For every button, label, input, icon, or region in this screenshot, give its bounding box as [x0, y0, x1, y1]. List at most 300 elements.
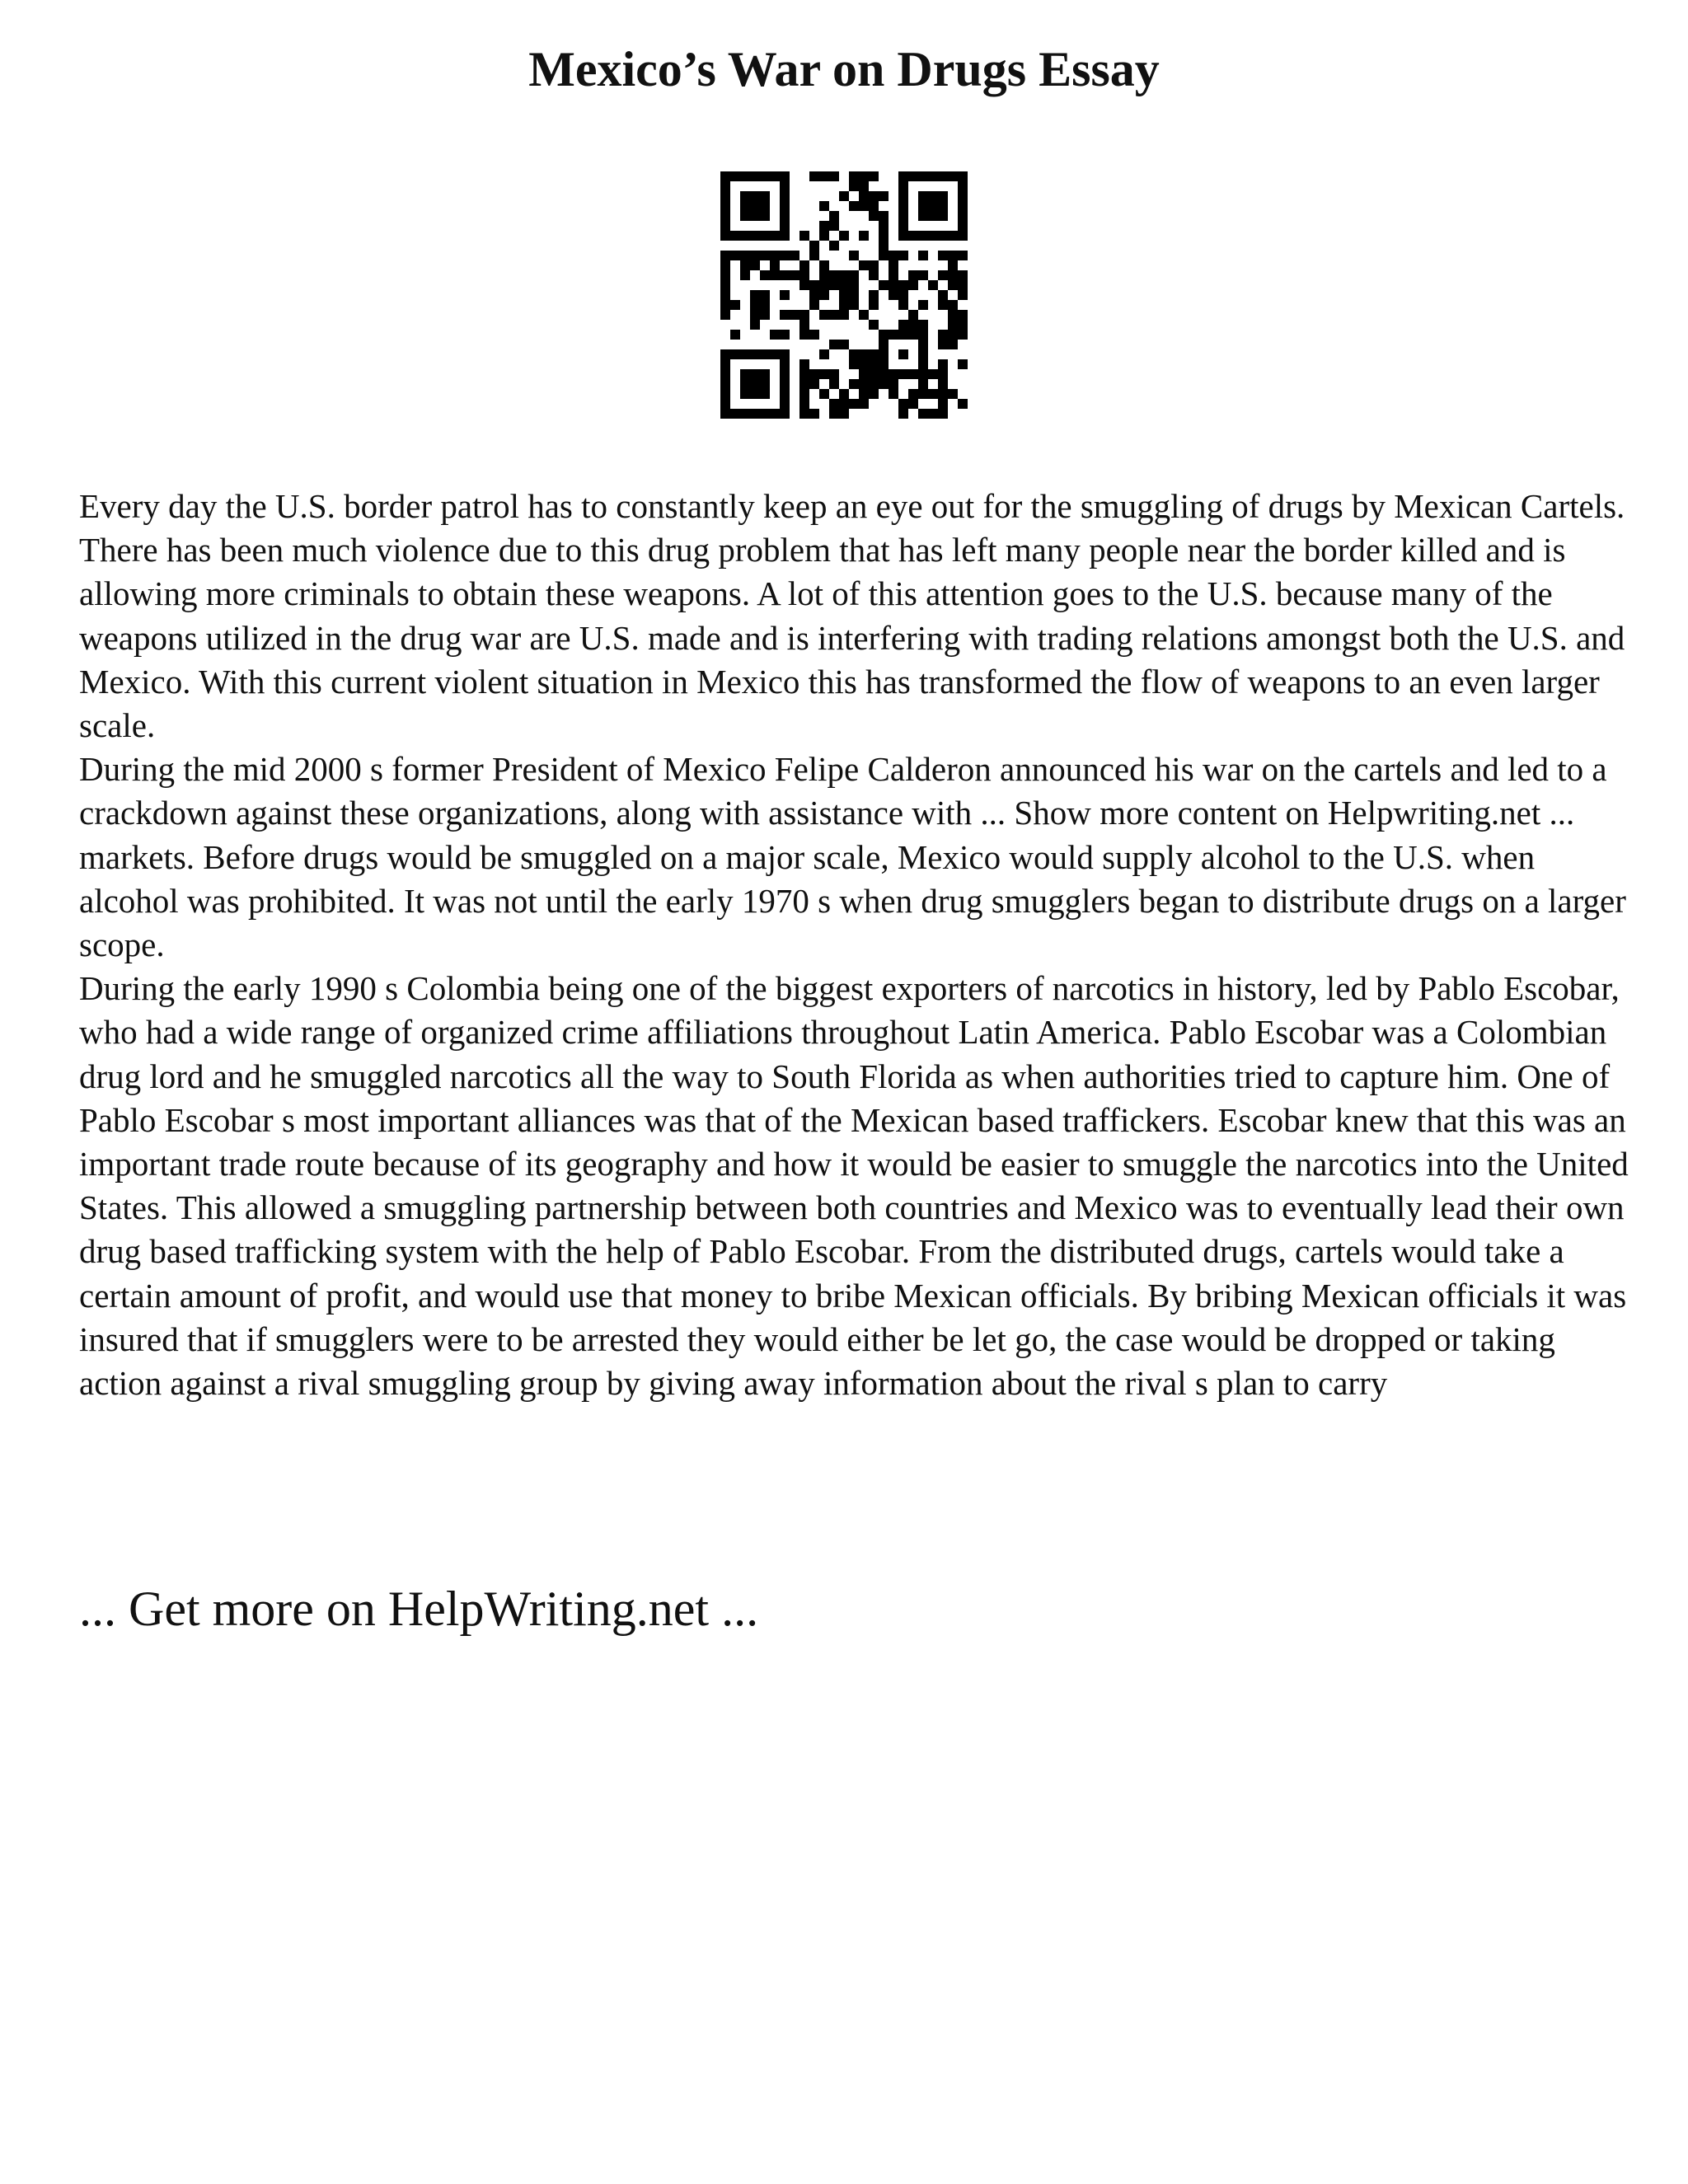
qr-module — [740, 260, 750, 270]
qr-module — [938, 171, 948, 181]
qr-module — [908, 171, 918, 181]
qr-module — [928, 409, 938, 419]
qr-module — [740, 231, 750, 241]
qr-module — [720, 310, 730, 320]
qr-module — [869, 359, 879, 369]
qr-module — [938, 251, 948, 260]
qr-module — [819, 270, 829, 280]
qr-module — [720, 290, 730, 300]
qr-module — [879, 369, 889, 379]
qr-module — [720, 171, 730, 181]
qr-module — [849, 399, 859, 409]
qr-module — [799, 409, 809, 419]
qr-module — [918, 201, 928, 211]
qr-module — [898, 221, 908, 231]
qr-module — [809, 369, 819, 379]
qr-module — [760, 369, 770, 379]
qr-module — [780, 310, 790, 320]
qr-module — [948, 280, 958, 290]
qr-module — [829, 171, 839, 181]
qr-module — [730, 171, 740, 181]
qr-module — [869, 201, 879, 211]
qr-module — [918, 359, 928, 369]
qr-module — [750, 349, 760, 359]
qr-module — [938, 369, 948, 379]
qr-module — [829, 280, 839, 290]
qr-module — [740, 379, 750, 389]
qr-module — [869, 389, 879, 399]
qr-module — [879, 280, 889, 290]
qr-module — [879, 379, 889, 389]
qr-module — [948, 231, 958, 241]
qr-module — [799, 231, 809, 241]
qr-module — [869, 349, 879, 359]
qr-module — [760, 409, 770, 419]
qr-module — [760, 290, 770, 300]
qr-module — [760, 389, 770, 399]
qr-module — [760, 310, 770, 320]
qr-module — [879, 349, 889, 359]
qr-module — [829, 310, 839, 320]
qr-module — [720, 251, 730, 260]
qr-module — [869, 290, 879, 300]
qr-module — [730, 300, 740, 310]
qr-module — [849, 280, 859, 290]
qr-module — [839, 340, 849, 349]
qr-module — [819, 231, 829, 241]
qr-module — [938, 231, 948, 241]
paragraph-3: markets. Before drugs would be smuggled on a major scale, Mexico would supply alcohol to the U.S. when alcohol was prohibited. It was not until the early 1970 s when drug smugglers began to distribute drugs on a larger scope. — [79, 837, 1626, 964]
qr-module — [720, 231, 730, 241]
qr-module — [770, 409, 780, 419]
qr-module — [809, 379, 819, 389]
qr-module — [898, 231, 908, 241]
qr-module — [898, 300, 908, 310]
qr-module — [879, 221, 889, 231]
qr-module — [819, 171, 829, 181]
qr-module — [928, 231, 938, 241]
qr-module — [799, 359, 809, 369]
qr-module — [819, 389, 829, 399]
qr-module — [730, 251, 740, 260]
qr-module — [918, 171, 928, 181]
qr-module — [898, 290, 908, 300]
qr-module — [849, 379, 859, 389]
qr-module — [859, 379, 869, 389]
qr-module — [760, 300, 770, 310]
qr-module — [869, 260, 879, 270]
qr-module — [799, 280, 809, 290]
qr-module — [730, 409, 740, 419]
qr-module — [750, 389, 760, 399]
qr-module — [948, 251, 958, 260]
qr-module — [849, 290, 859, 300]
essay-body — [79, 485, 1629, 1405]
qr-module — [740, 201, 750, 211]
qr-module — [869, 379, 879, 389]
qr-module — [918, 270, 928, 280]
qr-module — [889, 251, 898, 260]
qr-module — [760, 231, 770, 241]
qr-module — [958, 280, 968, 290]
qr-module — [809, 290, 819, 300]
qr-module — [819, 280, 829, 290]
qr-module — [908, 280, 918, 290]
qr-module — [859, 201, 869, 211]
qr-module — [948, 340, 958, 349]
qr-module — [898, 171, 908, 181]
qr-module — [780, 171, 790, 181]
qr-module — [790, 310, 799, 320]
qr-module — [879, 241, 889, 251]
qr-module — [948, 320, 958, 330]
qr-module — [859, 349, 869, 359]
qr-module — [938, 290, 948, 300]
qr-module — [869, 270, 879, 280]
qr-module — [958, 270, 968, 280]
qr-module — [918, 379, 928, 389]
qr-module — [918, 330, 928, 340]
qr-module — [819, 349, 829, 359]
qr-module — [948, 310, 958, 320]
qr-module — [780, 399, 790, 409]
qr-module — [720, 280, 730, 290]
qr-module — [720, 409, 730, 419]
qr-module — [869, 369, 879, 379]
qr-module — [750, 260, 760, 270]
qr-module — [770, 330, 780, 340]
qr-module — [770, 260, 780, 270]
qr-module — [819, 221, 829, 231]
qr-module — [879, 211, 889, 221]
qr-module — [908, 369, 918, 379]
qr-module — [720, 379, 730, 389]
qr-module — [780, 369, 790, 379]
qr-module — [780, 221, 790, 231]
qr-module — [938, 409, 948, 419]
qr-code-icon — [720, 171, 968, 419]
qr-module — [720, 369, 730, 379]
qr-module — [849, 300, 859, 310]
qr-module — [898, 251, 908, 260]
qr-module — [720, 181, 730, 191]
qr-module — [770, 270, 780, 280]
qr-module — [908, 389, 918, 399]
qr-module — [740, 389, 750, 399]
get-more-link[interactable]: ... Get more on HelpWriting.net ... — [79, 1582, 759, 1636]
qr-module — [780, 359, 790, 369]
qr-module — [938, 379, 948, 389]
qr-module — [809, 251, 819, 260]
qr-module — [859, 171, 869, 181]
qr-module — [750, 369, 760, 379]
qr-module — [859, 181, 869, 191]
qr-module — [958, 320, 968, 330]
qr-module — [750, 320, 760, 330]
qr-module — [918, 349, 928, 359]
qr-module — [918, 340, 928, 349]
qr-module — [720, 389, 730, 399]
qr-module — [720, 270, 730, 280]
qr-module — [958, 359, 968, 369]
qr-module — [918, 191, 928, 201]
qr-module — [958, 181, 968, 191]
qr-module — [760, 201, 770, 211]
qr-module — [938, 191, 948, 201]
qr-module — [780, 201, 790, 211]
qr-module — [958, 290, 968, 300]
qr-module — [938, 211, 948, 221]
qr-module — [928, 211, 938, 221]
qr-module — [859, 399, 869, 409]
qr-module — [948, 300, 958, 310]
qr-module — [780, 389, 790, 399]
qr-module — [809, 409, 819, 419]
qr-module — [889, 290, 898, 300]
qr-module — [839, 399, 849, 409]
qr-module — [799, 270, 809, 280]
qr-module — [918, 409, 928, 419]
qr-module — [849, 251, 859, 260]
qr-module — [780, 270, 790, 280]
qr-module — [740, 349, 750, 359]
qr-module — [849, 201, 859, 211]
qr-module — [799, 379, 809, 389]
qr-module — [799, 369, 809, 379]
qr-module — [760, 379, 770, 389]
qr-module — [750, 300, 760, 310]
qr-module — [898, 320, 908, 330]
qr-module — [908, 231, 918, 241]
qr-module — [750, 379, 760, 389]
qr-module — [928, 171, 938, 181]
qr-module — [829, 399, 839, 409]
qr-module — [839, 389, 849, 399]
qr-module — [928, 191, 938, 201]
qr-module — [799, 330, 809, 340]
qr-module — [958, 330, 968, 340]
qr-module — [720, 260, 730, 270]
qr-module — [770, 349, 780, 359]
qr-module — [908, 270, 918, 280]
qr-module — [958, 211, 968, 221]
qr-module — [869, 300, 879, 310]
qr-module — [928, 201, 938, 211]
qr-module — [958, 251, 968, 260]
qr-module — [799, 320, 809, 330]
qr-module — [918, 251, 928, 260]
qr-module — [829, 241, 839, 251]
qr-module — [799, 399, 809, 409]
paragraph-2: During the mid 2000 s former President of Mexico Felipe Calderon announced his war on the cartels and led to a crackdown against these organizations, along with assistance with ... Show more content on Helpwriting.net ... — [79, 750, 1607, 832]
qr-module — [829, 369, 839, 379]
qr-module — [918, 211, 928, 221]
qr-module — [780, 379, 790, 389]
qr-module — [780, 290, 790, 300]
qr-module — [770, 251, 780, 260]
qr-module — [918, 231, 928, 241]
qr-module — [829, 409, 839, 419]
qr-module — [928, 389, 938, 399]
qr-module — [809, 300, 819, 310]
qr-module — [958, 231, 968, 241]
qr-module — [889, 389, 898, 399]
qr-module — [720, 359, 730, 369]
qr-module — [750, 251, 760, 260]
qr-module — [809, 280, 819, 290]
qr-module — [799, 310, 809, 320]
qr-module — [809, 171, 819, 181]
qr-module — [879, 359, 889, 369]
qr-module — [720, 300, 730, 310]
qr-module — [948, 389, 958, 399]
qr-module — [740, 211, 750, 221]
qr-module — [849, 359, 859, 369]
qr-module — [780, 181, 790, 191]
qr-module — [790, 270, 799, 280]
qr-module — [859, 260, 869, 270]
qr-module — [859, 369, 869, 379]
qr-module — [908, 399, 918, 409]
qr-module — [839, 231, 849, 241]
qr-module — [839, 191, 849, 201]
qr-module — [730, 330, 740, 340]
qr-module — [849, 181, 859, 191]
qr-module — [948, 330, 958, 340]
qr-module — [898, 330, 908, 340]
qr-module — [849, 171, 859, 181]
qr-module — [760, 349, 770, 359]
qr-module — [948, 270, 958, 280]
qr-module — [898, 399, 908, 409]
qr-module — [799, 389, 809, 399]
qr-module — [740, 191, 750, 201]
qr-module — [918, 320, 928, 330]
qr-module — [819, 201, 829, 211]
qr-module — [859, 389, 869, 399]
qr-module — [740, 251, 750, 260]
qr-module — [809, 330, 819, 340]
qr-module — [720, 399, 730, 409]
qr-module — [780, 349, 790, 359]
qr-module — [958, 399, 968, 409]
qr-module — [958, 191, 968, 201]
qr-module — [750, 310, 760, 320]
qr-module — [780, 330, 790, 340]
qr-module — [869, 191, 879, 201]
qr-module — [879, 251, 889, 260]
qr-module — [720, 349, 730, 359]
qr-module — [720, 191, 730, 201]
qr-module — [760, 171, 770, 181]
qr-module — [869, 211, 879, 221]
qr-module — [879, 231, 889, 241]
qr-module — [889, 260, 898, 270]
qr-module — [750, 409, 760, 419]
paragraph-1: Every day the U.S. border patrol has to constantly keep an eye out for the smuggling of drugs by Mexican Cartels. There has been much violence due to this drug problem that has left many people near the border killed and is allowing more criminals to obtain these weapons. A lot of this attention goes to the U.S. because many of the weapons utilized in the drug war are U.S. made and is interfering with trading relations amongst both the U.S. and Mexico. With this current violent situation in Mexico this has transformed the flow of weapons to an even larger scale. — [79, 487, 1625, 745]
qr-module — [918, 389, 928, 399]
qr-module — [829, 221, 839, 231]
qr-module — [859, 191, 869, 201]
page-title: Mexico’s War on Drugs Essay — [528, 42, 1160, 96]
qr-module — [780, 409, 790, 419]
paragraph-4: During the early 1990 s Colombia being one of the biggest exporters of narcotics in history, led by Pablo Escobar, who had a wide range of organized crime affiliations throughout Latin America. Pablo Escobar was a Colombian drug lord and he smuggled narcotics all the way to South Florida as when authorities tried to capture him. One of Pablo Escobar s most important alliances was that of the Mexican based traffickers. Escobar knew that this was an important trade route because of its geography and how it would be easier to smuggle the narcotics into the United States. This allowed a smuggling partnership between both countries and Mexico was to eventually lead their own drug based trafficking system with the help of Pablo Escobar. From the distributed drugs, cartels would take a certain amount of profit, and would use that money to bribe Mexican officials. By bribing Mexican officials it was insured that if smugglers were to be arrested they would either be let go, the case would be dropped or taking action against a rival smuggling group by giving away information about the rival s plan to carry — [79, 969, 1629, 1403]
qr-module — [869, 171, 879, 181]
qr-module — [770, 171, 780, 181]
qr-module — [819, 310, 829, 320]
qr-module — [780, 191, 790, 201]
qr-module — [879, 340, 889, 349]
qr-module — [958, 201, 968, 211]
qr-module — [829, 379, 839, 389]
qr-module — [859, 359, 869, 369]
qr-module — [839, 280, 849, 290]
qr-module — [928, 280, 938, 290]
qr-module — [938, 201, 948, 211]
qr-module — [730, 349, 740, 359]
qr-module — [750, 290, 760, 300]
qr-module — [898, 211, 908, 221]
qr-module — [839, 409, 849, 419]
qr-module — [928, 369, 938, 379]
qr-module — [740, 369, 750, 379]
qr-module — [958, 171, 968, 181]
qr-module — [839, 270, 849, 280]
qr-module — [898, 409, 908, 419]
qr-module — [908, 330, 918, 340]
qr-module — [908, 320, 918, 330]
qr-module — [898, 201, 908, 211]
qr-module — [780, 251, 790, 260]
qr-module — [740, 270, 750, 280]
qr-module — [790, 251, 799, 260]
qr-module — [819, 290, 829, 300]
qr-module — [938, 340, 948, 349]
qr-module — [799, 260, 809, 270]
qr-module — [948, 260, 958, 270]
qr-module — [780, 211, 790, 221]
qr-module — [849, 349, 859, 359]
qr-module — [730, 231, 740, 241]
qr-module — [898, 181, 908, 191]
qr-module — [819, 369, 829, 379]
qr-module — [908, 310, 918, 320]
qr-module — [760, 211, 770, 221]
qr-module — [750, 201, 760, 211]
qr-module — [898, 191, 908, 201]
qr-module — [869, 320, 879, 330]
qr-module — [938, 330, 948, 340]
qr-module — [720, 201, 730, 211]
qr-module — [770, 231, 780, 241]
qr-module — [859, 231, 869, 241]
qr-module — [740, 409, 750, 419]
qr-module — [918, 369, 928, 379]
qr-module — [750, 211, 760, 221]
qr-module — [829, 340, 839, 349]
qr-module — [750, 191, 760, 201]
qr-module — [898, 369, 908, 379]
qr-module — [948, 171, 958, 181]
qr-module — [898, 280, 908, 290]
qr-module — [780, 231, 790, 241]
qr-module — [809, 241, 819, 251]
qr-module — [879, 191, 889, 201]
qr-module — [889, 330, 898, 340]
qr-module — [720, 221, 730, 231]
qr-module — [938, 270, 948, 280]
qr-module — [958, 310, 968, 320]
